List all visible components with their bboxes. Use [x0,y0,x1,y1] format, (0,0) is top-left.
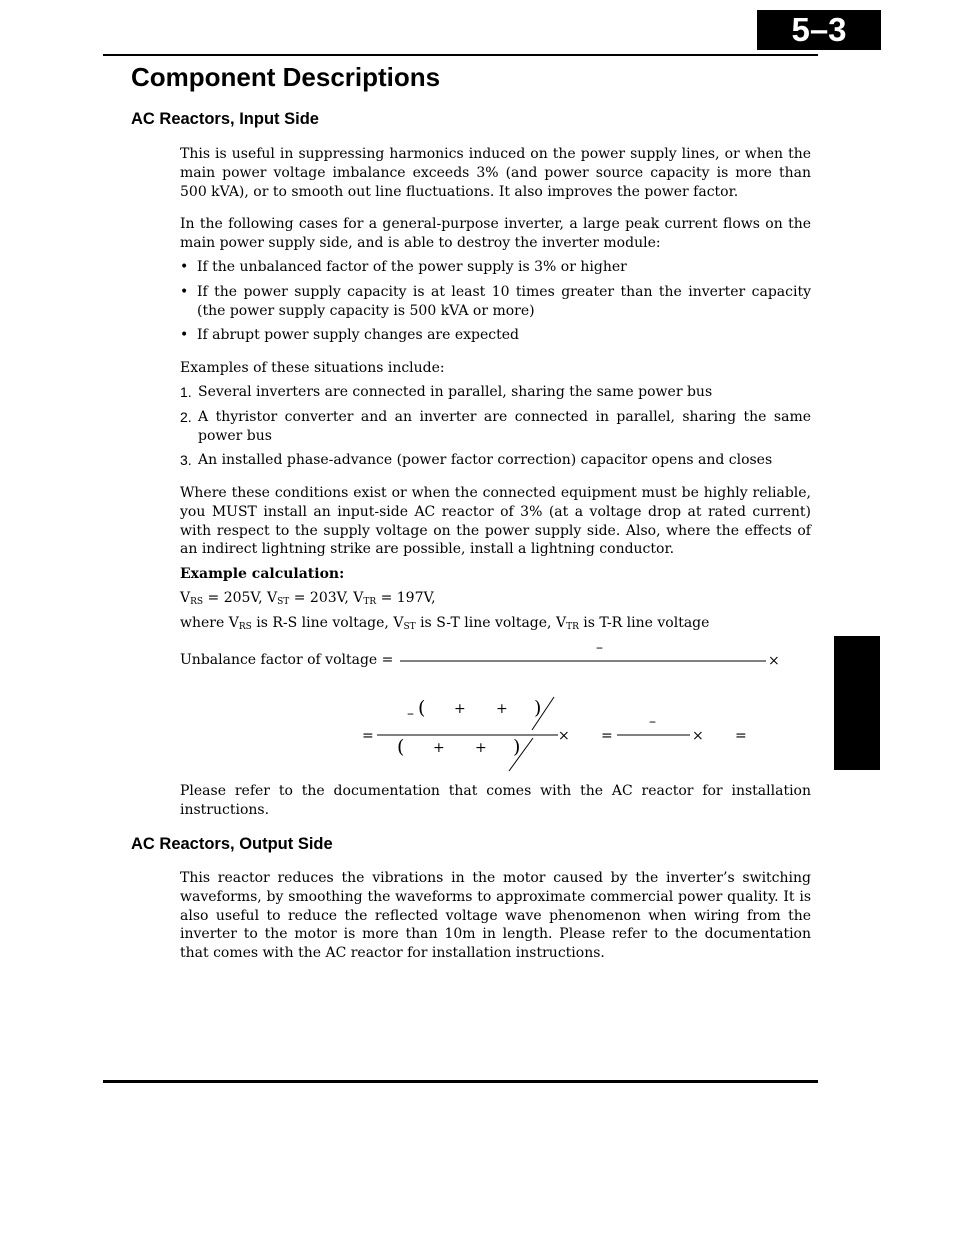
v-symbol: V [228,615,239,631]
output-side-paragraph: This reactor reduces the vibrations in the motor caused by the inverter’s switching waveforms, by smoothing the waveforms to approximate commercial power quality. It is also useful to reduce the reflected voltage wave phenomenon when wiring from the inverter to the motor is more than 10m in length. Please refer to the documentation that comes with the AC reactor for installation instructions. [180,870,811,962]
plus-sign: + [454,701,466,717]
subscript-tr: TR [363,597,377,607]
formula-label: Unbalance factor of voltage = [180,652,394,668]
v-symbol: V [267,590,278,606]
plus-sign: + [433,740,445,756]
left-paren: ( [397,736,405,758]
bullet-marker: • [180,327,189,343]
v-symbol: V [393,615,404,631]
subscript-st: ST [403,622,416,632]
input-side-paragraph-4: Please refer to the documentation that comes with the AC reactor for installation instructions. [180,783,811,818]
input-side-paragraph-2: In the following cases for a general-purpose inverter, a large peak current flows on the main power supply side, and is able to destroy the inverter module: [180,216,811,251]
bullet-marker: • [180,284,189,300]
value-text: = 197V, [376,590,436,606]
example-calculation-label: Example calculation: [180,566,345,582]
times-sign: × [692,728,704,744]
equals-sign: = [601,728,613,744]
plus-sign: + [496,701,508,717]
minus-sign: – [596,640,603,656]
section-heading-input-side: AC Reactors, Input Side [131,110,319,128]
where-prefix: where [180,615,229,631]
bullet-marker: • [180,259,189,275]
right-paren: ) [534,697,542,719]
input-side-paragraph-3: Where these conditions exist or when the connected equipment must be highly reliable, you MUST install an input-side AC reactor of 3% (at a voltage drop at rated current) with respect to the supply voltage on the power supply side. Also, where the effects of an indirect lightning strike are possible, install a lightning conductor. [180,485,811,558]
minus-sign: – [649,714,656,730]
item-number: 1. [180,384,192,400]
v-symbol: V [555,615,567,631]
section-heading-output-side: AC Reactors, Output Side [131,835,333,853]
value-text: = 203V, [289,590,354,606]
subscript-rs: RS [190,597,204,607]
times-sign: × [768,653,780,669]
bullet-text: If the power supply capacity is at least 10 times greater than the inverter capacity (the power supply capacity is 500 kVA or more) [197,284,811,319]
right-paren: ) [513,736,521,758]
v-symbol: V [180,590,191,606]
page-title: Component Descriptions [131,62,441,92]
times-sign: × [558,728,570,744]
item-text: An installed phase-advance (power factor correction) capacitor opens and closes [198,452,773,468]
left-paren: ( [418,697,426,719]
subscript-st: ST [277,597,290,607]
item-number: 3. [180,452,192,468]
page-number-badge: 5–3 [757,10,881,50]
value-text: = 205V, [203,590,267,606]
input-side-paragraph-1: This is useful in suppressing harmonics induced on the power supply lines, or when the main power voltage imbalance exceeds 3% (and power source capacity is more than 500 kVA), or to smooth out line fluctuations. It also improves the power factor. [180,146,811,200]
item-text: Several inverters are connected in parallel, sharing the same power bus [198,384,713,400]
examples-intro: Examples of these situations include: [180,360,445,376]
bottom-rule [103,1080,818,1083]
bullet-text: If the unbalanced factor of the power supply is 3% or higher [197,259,627,275]
item-text: A thyristor converter and an inverter are connected in parallel, sharing the same power bus [198,409,811,444]
v-symbol: V [353,590,364,606]
where-text: is R-S line voltage, [251,615,394,631]
equals-sign: = [362,728,374,744]
where-text: is S-T line voltage, [415,615,556,631]
subscript-tr: TR [566,622,579,632]
plus-sign: + [475,740,487,756]
item-number: 2. [180,409,192,425]
minus-sign: – [407,706,414,722]
where-text: is T-R line voltage [578,615,710,631]
bullet-text: If abrupt power supply changes are expected [197,327,519,343]
subscript-rs: RS [238,622,252,632]
equals-sign: = [735,728,747,744]
